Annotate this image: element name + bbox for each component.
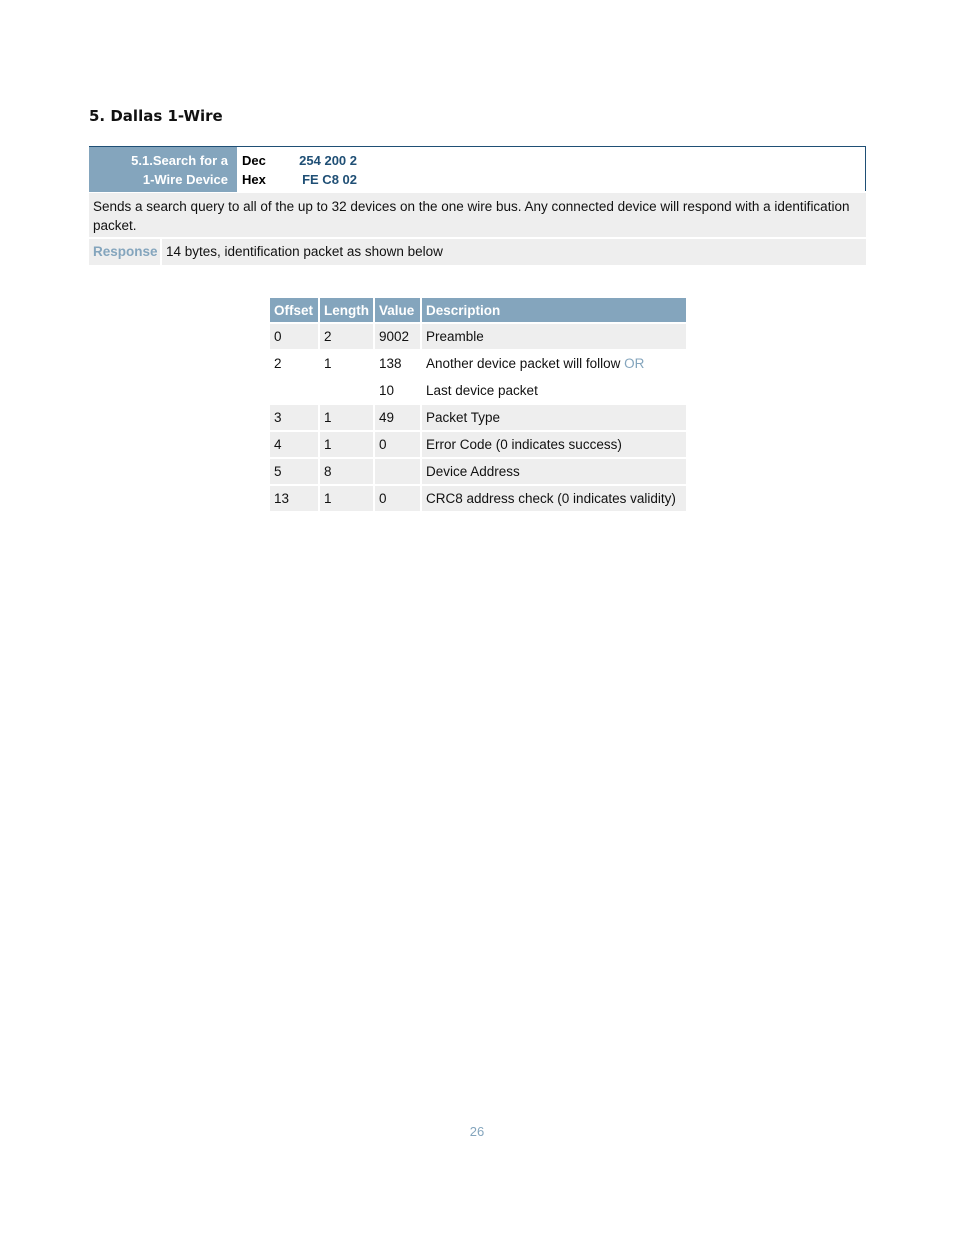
cell-description xyxy=(422,351,686,376)
dec-row xyxy=(242,151,266,170)
cell-length: 1 xyxy=(320,432,373,457)
cell-length: 8 xyxy=(320,459,373,484)
table-row xyxy=(270,378,686,403)
hex-value-row xyxy=(295,170,357,189)
header-value: Value xyxy=(375,298,420,322)
table-row xyxy=(270,432,686,457)
hex-row xyxy=(242,170,266,189)
cell-length: 1 xyxy=(320,486,373,511)
command-name xyxy=(89,147,237,192)
header-offset: Offset xyxy=(270,298,318,322)
command-box xyxy=(89,146,866,191)
cell-length: 2 xyxy=(320,324,373,349)
cell-value xyxy=(375,459,420,484)
hex-label: Hex xyxy=(242,172,266,187)
dec-value: 254 200 2 xyxy=(299,153,357,168)
table-row xyxy=(270,405,686,430)
header-description: Description xyxy=(422,298,686,322)
cell-offset: 3 xyxy=(270,405,318,430)
cell-description: Device Address xyxy=(422,459,686,484)
command-description: Sends a search query to all of the up to 32 devices on the one wire bus. Any connected device will respond with a identification packet. xyxy=(89,193,866,237)
cell-length: 1 xyxy=(320,405,373,430)
cell-value: 9002 xyxy=(375,324,420,349)
cell-value: 0 xyxy=(375,432,420,457)
dec-value-row xyxy=(295,151,357,170)
cell-offset: 0 xyxy=(270,324,318,349)
cell-offset: 13 xyxy=(270,486,318,511)
cell-value: 10 xyxy=(375,378,420,403)
packet-table xyxy=(268,296,688,513)
cell-description: CRC8 address check (0 indicates validity) xyxy=(422,486,686,511)
section-title: 5. Dallas 1-Wire xyxy=(89,107,223,125)
header-length: Length xyxy=(320,298,373,322)
table-row xyxy=(270,486,686,511)
cell-description: Last device packet xyxy=(422,378,686,403)
dec-label: Dec xyxy=(242,153,266,168)
response-label: Response xyxy=(89,239,160,265)
hex-value: FE C8 02 xyxy=(302,172,357,187)
cell-value: 0 xyxy=(375,486,420,511)
command-name-line-1: 5.1.Search for a xyxy=(131,153,228,168)
cell-description: Preamble xyxy=(422,324,686,349)
page-number: 26 xyxy=(469,1124,485,1139)
cell-length: 1 xyxy=(320,351,373,376)
cell-value: 138 xyxy=(375,351,420,376)
cell-description: Error Code (0 indicates success) xyxy=(422,432,686,457)
table-row xyxy=(270,459,686,484)
cell-offset: 4 xyxy=(270,432,318,457)
cell-description: Packet Type xyxy=(422,405,686,430)
or-keyword: OR xyxy=(624,356,645,371)
cell-length xyxy=(320,378,373,403)
cell-value: 49 xyxy=(375,405,420,430)
response-text: 14 bytes, identification packet as shown below xyxy=(162,239,866,265)
description-text: Another device packet will follow xyxy=(426,356,621,371)
command-name-line-2: 1-Wire Device xyxy=(142,172,228,187)
table-row xyxy=(270,351,686,376)
cell-offset xyxy=(270,378,318,403)
cell-offset: 2 xyxy=(270,351,318,376)
packet-table-header xyxy=(270,298,686,322)
table-row xyxy=(270,324,686,349)
cell-offset: 5 xyxy=(270,459,318,484)
